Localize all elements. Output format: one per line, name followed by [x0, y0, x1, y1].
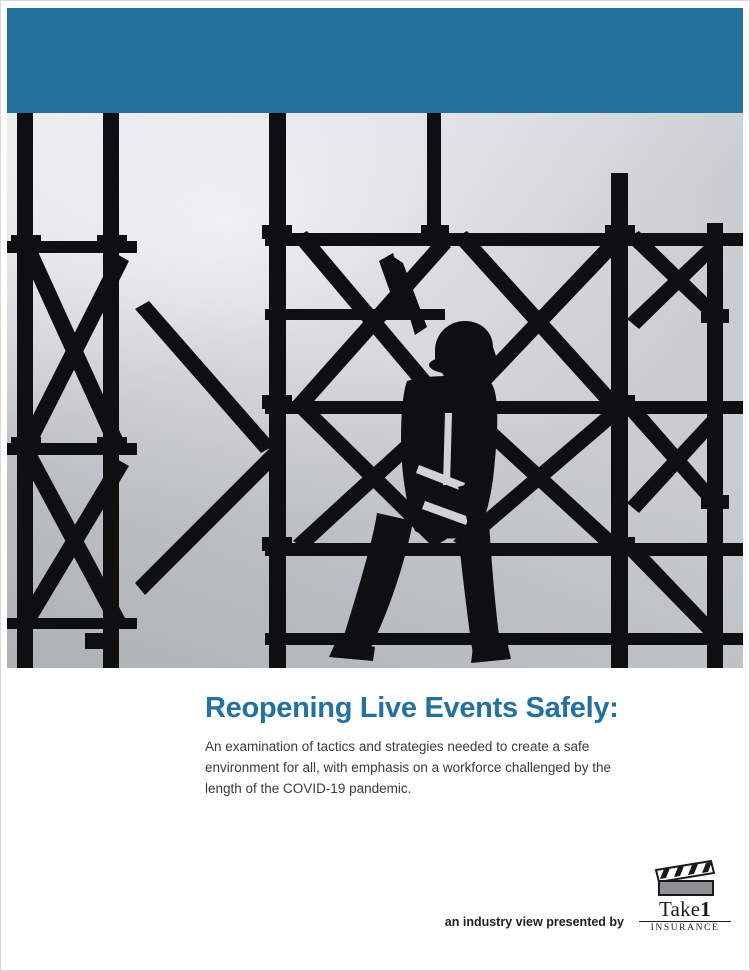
logo-word-one: 1	[700, 897, 711, 921]
logo-wordmark	[635, 899, 735, 920]
logo-word-take: Take	[658, 897, 701, 921]
top-blue-band	[7, 8, 743, 113]
logo-subtext: INSURANCE	[639, 921, 731, 933]
scaffolding-silhouette-graphic	[7, 113, 743, 668]
hero-image	[7, 113, 743, 668]
take1-insurance-logo	[635, 856, 735, 936]
presented-by-label: an industry view presented by	[444, 915, 624, 929]
page-title: Reopening Live Events Safely:	[205, 692, 619, 724]
page-subtitle: An examination of tactics and strategies needed to create a safe environment for all, with emphasis on a workforce challenged by the length of the COVID-19 pandemic.	[205, 739, 611, 796]
clapperboard-icon	[654, 856, 716, 898]
